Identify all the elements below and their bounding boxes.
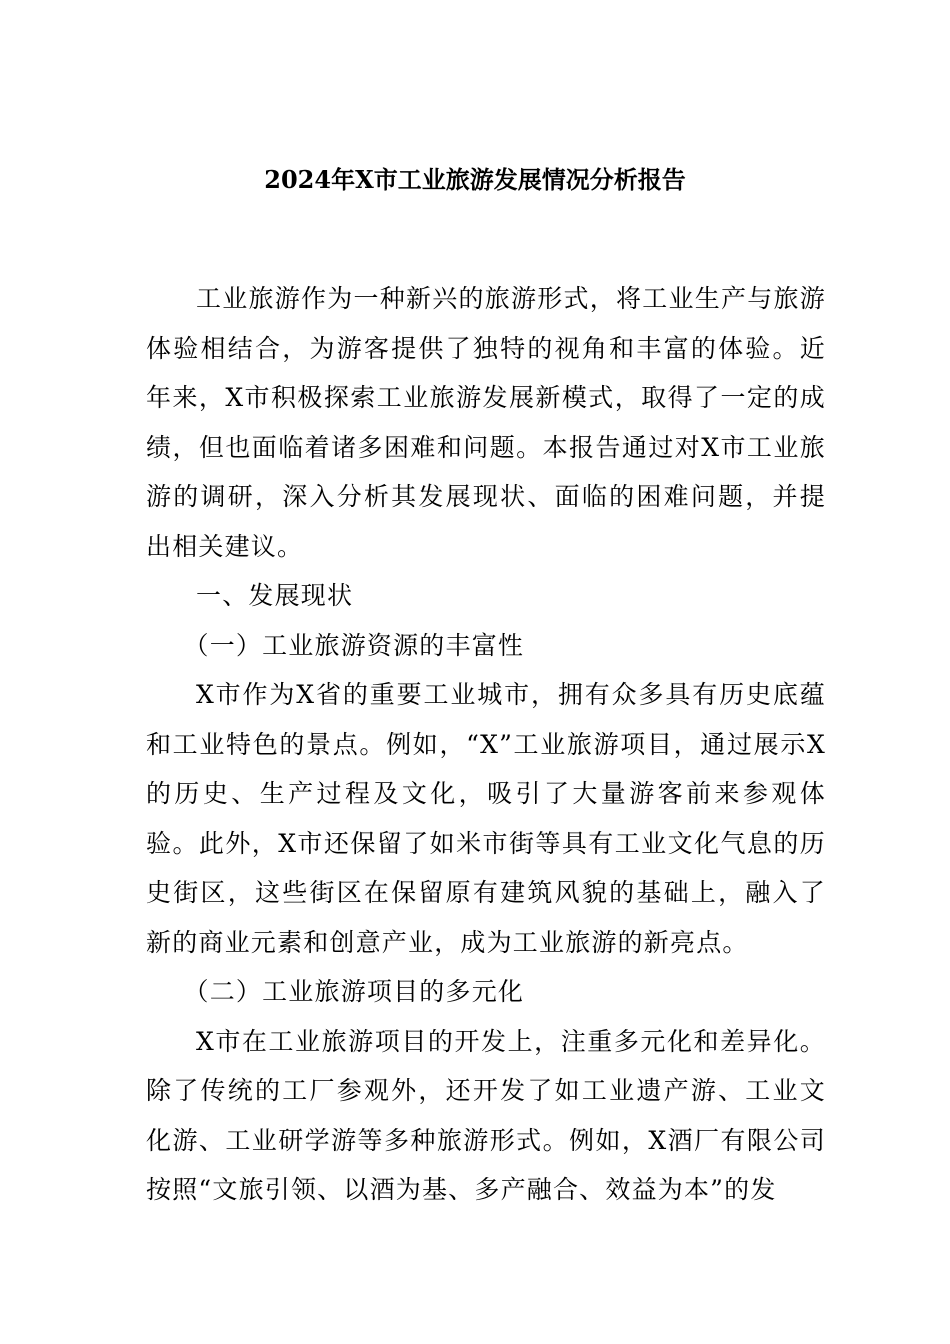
intro-paragraph: 工业旅游作为一种新兴的旅游形式，将工业生产与旅游体验相结合，为游客提供了独特的视角和丰富的体验。近年来，X市积极探索工业旅游发展新模式，取得了一定的成绩，但也面临着诸多困难和问题。本报告通过对X市工业旅游的调研，深入分析其发展现状、面临的困难问题，并提出相关建议。 (146, 284, 826, 561)
document-title: 2024年X市工业旅游发展情况分析报告 (264, 165, 686, 194)
subsection-heading-resources: （一）工业旅游资源的丰富性 (183, 630, 525, 660)
resources-paragraph: X市作为X省的重要工业城市，拥有众多具有历史底蕴和工业特色的景点。例如，“X”工业旅游项目，通过展示X的历史、生产过程及文化，吸引了大量游客前来参观体验。此外，X市还保留了如米市街等具有工业文化气息的历史街区，这些街区在保留原有建筑风貌的基础上，融入了新的商业元素和创意产业，成为工业旅游的新亮点。 (146, 680, 826, 957)
subsection-heading-diversification: （二）工业旅游项目的多元化 (183, 977, 525, 1006)
document-body (146, 274, 826, 1215)
diversification-paragraph: X市在工业旅游项目的开发上，注重多元化和差异化。除了传统的工厂参观外，还开发了如工业遗产游、工业文化游、工业研学游等多种旅游形式。例如，X酒厂有限公司按照“文旅引领、以酒为基、多产融合、效益为本”的发 (146, 1026, 826, 1204)
section-heading-development-status: 一、发展现状 (196, 581, 354, 610)
